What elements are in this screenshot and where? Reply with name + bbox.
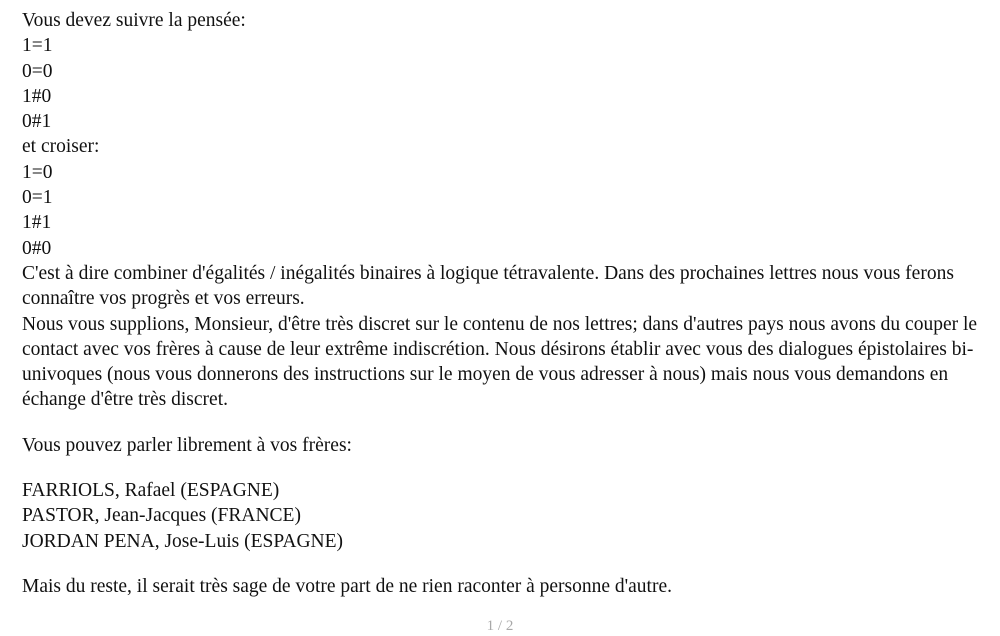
cross-rule: 0=1 bbox=[22, 187, 53, 209]
page-number: 1 / 2 bbox=[486, 618, 514, 634]
brother-entry: JORDAN PENA, Jose-Luis (ESPAGNE) bbox=[22, 530, 344, 552]
follow-rules-list bbox=[22, 33, 987, 134]
spacer bbox=[22, 413, 987, 433]
cross-rule: 1=0 bbox=[22, 161, 53, 183]
spacer bbox=[22, 554, 987, 574]
discretion-paragraph: Nous vous supplions, Monsieur, d'être très discret sur le contenu de nos lettres; dans d'autres pays nous avons du couper le contact avec vos frères à cause de leur extrême indiscrétion. Nous désirons établir avec vous des dialogues épistolaires bi-univoques (nous vous donnerons des instructions sur le moyen de vous adresser à nous) mais nous vous demandons en échange d'être très discret. bbox=[22, 313, 978, 411]
brothers-intro: Vous pouvez parler librement à vos frères: bbox=[22, 434, 352, 456]
closing-line: Mais du reste, il serait très sage de votre part de ne rien raconter à personne d'autre. bbox=[22, 575, 672, 597]
follow-rule: 0#1 bbox=[22, 111, 52, 133]
logic-paragraph: C'est à dire combiner d'égalités / inégalités binaires à logique tétravalente. Dans des prochaines lettres nous vous ferons connaître vos progrès et vos erreurs. bbox=[22, 262, 954, 310]
cross-rule: 1#1 bbox=[22, 212, 52, 234]
follow-rule: 1=1 bbox=[22, 35, 53, 57]
intro-line: Vous devez suivre la pensée: bbox=[22, 10, 246, 31]
cross-label: et croiser: bbox=[22, 136, 100, 158]
cross-rules-list bbox=[22, 160, 987, 261]
brother-entry: PASTOR, Jean-Jacques (FRANCE) bbox=[22, 505, 301, 527]
brother-entry: FARRIOLS, Rafael (ESPAGNE) bbox=[22, 480, 280, 502]
follow-rule: 1#0 bbox=[22, 85, 52, 107]
brothers-list bbox=[22, 478, 987, 554]
follow-rule: 0=0 bbox=[22, 60, 53, 82]
letter-page bbox=[22, 8, 987, 599]
spacer bbox=[22, 458, 987, 478]
cross-rule: 0#0 bbox=[22, 237, 52, 259]
